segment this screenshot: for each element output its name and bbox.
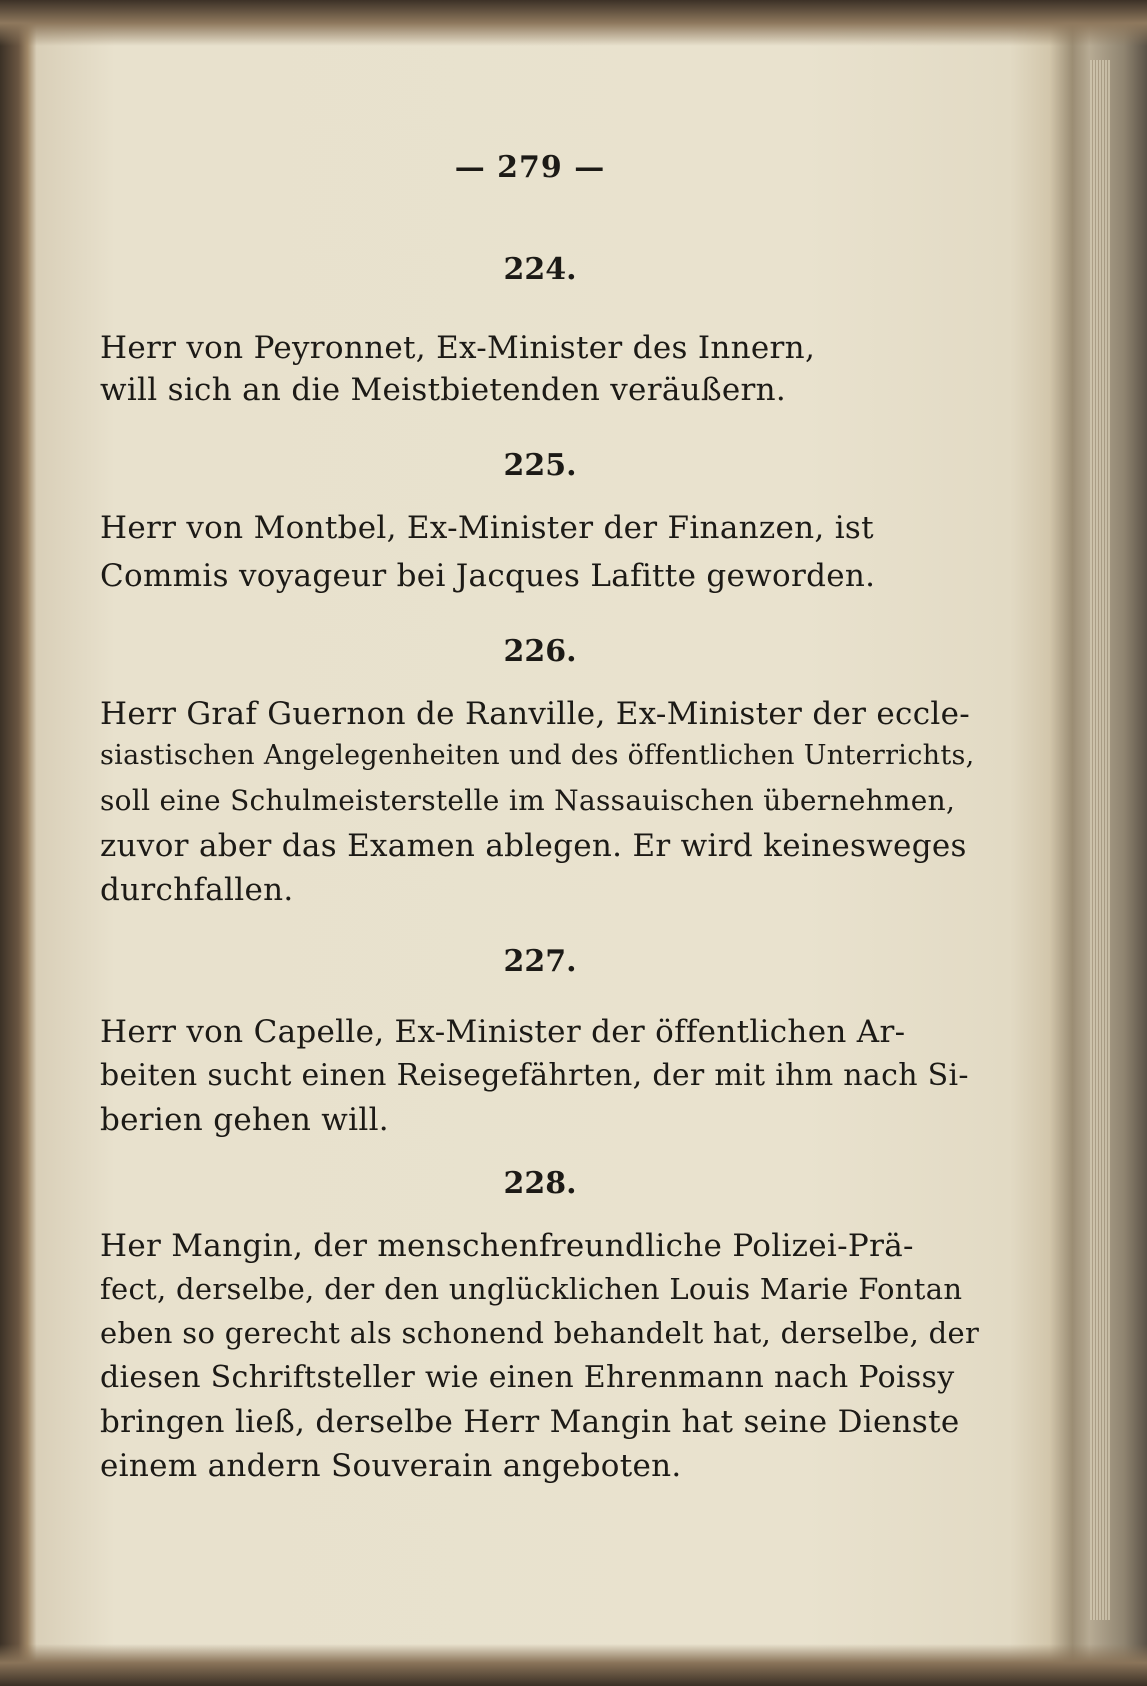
text-line: bringen ließ, derselbe Herr Mangin hat seine Dienste: [100, 1404, 960, 1440]
text-line: eben so gerecht als schonend behandelt hat, derselbe, der: [100, 1316, 980, 1350]
text-line: fect, derselbe, der den unglücklichen Louis Marie Fontan: [100, 1272, 963, 1306]
entry-number: 227.: [503, 944, 577, 979]
text-line: diesen Schriftsteller wie einen Ehrenmann nach Poissy: [100, 1360, 955, 1395]
text-line: siastischen Angelegenheiten und des öffentlichen Unterrichts,: [100, 740, 975, 771]
text-line: Herr von Peyronnet, Ex-Minister des Innern,: [100, 330, 816, 366]
text-line: Commis voyageur bei Jacques Lafitte geworden.: [100, 558, 876, 594]
text-line: Herr Graf Guernon de Ranville, Ex-Minister der eccle-: [100, 696, 970, 732]
text-line: berien gehen will.: [100, 1102, 389, 1138]
text-line: Herr von Montbel, Ex-Minister der Finanzen, ist: [100, 510, 874, 546]
page-number: — 279 —: [454, 150, 606, 185]
text-line: beiten sucht einen Reisegefährten, der mit ihm nach Si-: [100, 1058, 969, 1093]
entry-number: 224.: [503, 252, 577, 287]
text-line: durchfallen.: [100, 872, 294, 908]
page-edges: [1090, 60, 1110, 1620]
entry-number: 225.: [503, 448, 577, 483]
entry-number: 226.: [503, 634, 577, 669]
entry-number: 228.: [503, 1166, 577, 1201]
text-line: zuvor aber das Examen ablegen. Er wird keinesweges: [100, 828, 967, 864]
text-line: Her Mangin, der menschenfreundliche Polizei-Prä-: [100, 1228, 914, 1264]
text-line: Herr von Capelle, Ex-Minister der öffentlichen Ar-: [100, 1014, 906, 1050]
text-line: soll eine Schulmeisterstelle im Nassauischen übernehmen,: [100, 784, 956, 817]
text-line: einem andern Souverain angeboten.: [100, 1448, 682, 1484]
text-line: will sich an die Meistbietenden veräußern.: [100, 372, 787, 408]
